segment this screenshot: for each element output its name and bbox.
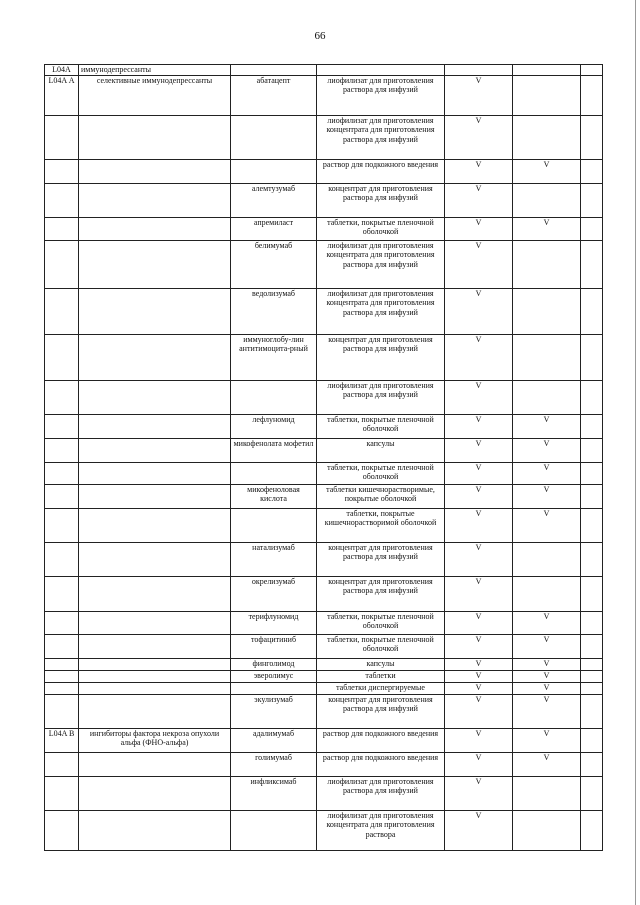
atc-code-cell [45, 508, 79, 542]
dosage-form-cell: таблетки, покрытые пленочной оболочкой [317, 634, 445, 658]
atc-code-cell [45, 484, 79, 508]
mark-col6-cell [513, 288, 581, 334]
atc-code-cell [45, 380, 79, 414]
mark-col5-cell: V [445, 414, 513, 438]
mark-col7-cell [581, 776, 603, 810]
mark-col6-cell: V [513, 682, 581, 694]
atc-code-cell [45, 183, 79, 217]
atc-code-cell: L04A В [45, 728, 79, 752]
mark-col5-cell: V [445, 438, 513, 462]
substance-cell: окрелизумаб [231, 576, 317, 611]
group-name-cell [79, 576, 231, 611]
mark-col6-cell [513, 240, 581, 288]
group-name-cell [79, 159, 231, 183]
mark-col6-cell: V [513, 217, 581, 240]
group-name-cell [79, 658, 231, 670]
dosage-form-cell: капсулы [317, 438, 445, 462]
group-name-cell [79, 752, 231, 776]
atc-code-cell [45, 414, 79, 438]
mark-col7-cell [581, 115, 603, 159]
table-row [45, 542, 603, 576]
mark-col5-cell: V [445, 75, 513, 115]
mark-col7-cell [581, 634, 603, 658]
table-row [45, 334, 603, 380]
mark-col6-cell [513, 542, 581, 576]
group-name-cell [79, 611, 231, 634]
page-number: 66 [314, 30, 326, 42]
substance-cell: микофеноловая кислота [231, 484, 317, 508]
mark-col7-cell [581, 810, 603, 850]
atc-code-cell [45, 810, 79, 850]
table-row [45, 810, 603, 850]
mark-col5-cell: V [445, 217, 513, 240]
mark-col5-cell: V [445, 334, 513, 380]
atc-code-cell [45, 462, 79, 484]
substance-cell: голимумаб [231, 752, 317, 776]
mark-col5-cell: V [445, 115, 513, 159]
mark-col7-cell [581, 438, 603, 462]
group-name-cell [79, 776, 231, 810]
atc-code-cell [45, 240, 79, 288]
atc-code-cell [45, 634, 79, 658]
atc-code-cell [45, 288, 79, 334]
dosage-form-cell: таблетки кишечнорастворимые, покрытые оболочкой [317, 484, 445, 508]
mark-col7-cell [581, 611, 603, 634]
substance-cell: экулизумаб [231, 694, 317, 728]
mark-col5-cell: V [445, 752, 513, 776]
mark-col7-cell [581, 75, 603, 115]
mark-col6-cell: V [513, 508, 581, 542]
dosage-form-cell: таблетки, покрытые пленочной оболочкой [317, 462, 445, 484]
dosage-form-cell: лиофилизат для приготовления концентрата для приготовления раствора для инфузий [317, 240, 445, 288]
table-row [45, 694, 603, 728]
mark-col6-cell [513, 65, 581, 76]
group-name-cell [79, 288, 231, 334]
table-row [45, 670, 603, 682]
mark-col7-cell [581, 414, 603, 438]
substance-cell: натализумаб [231, 542, 317, 576]
dosage-form-cell: лиофилизат для приготовления концентрата для приготовления раствора [317, 810, 445, 850]
substance-cell: инфликсимаб [231, 776, 317, 810]
mark-col6-cell: V [513, 462, 581, 484]
mark-col6-cell: V [513, 611, 581, 634]
table-row [45, 634, 603, 658]
mark-col7-cell [581, 658, 603, 670]
table-row [45, 776, 603, 810]
dosage-form-cell: капсулы [317, 658, 445, 670]
group-name-cell [79, 334, 231, 380]
dosage-form-cell: раствор для подкожного введения [317, 752, 445, 776]
atc-code-cell [45, 159, 79, 183]
mark-col7-cell [581, 288, 603, 334]
substance-cell: адалимумаб [231, 728, 317, 752]
group-name-cell [79, 508, 231, 542]
dosage-form-cell: таблетки, покрытые пленочной оболочкой [317, 611, 445, 634]
group-name-cell [79, 115, 231, 159]
mark-col5-cell: V [445, 576, 513, 611]
dosage-form-cell: лиофилизат для приготовления концентрата для приготовления раствора для инфузий [317, 288, 445, 334]
mark-col5-cell: V [445, 542, 513, 576]
dosage-form-cell: концентрат для приготовления раствора для инфузий [317, 542, 445, 576]
substance-cell [231, 682, 317, 694]
mark-col7-cell [581, 484, 603, 508]
mark-col7-cell [581, 334, 603, 380]
atc-code-cell [45, 682, 79, 694]
table-row [45, 65, 603, 76]
mark-col7-cell [581, 576, 603, 611]
dosage-form-cell: концентрат для приготовления раствора для инфузий [317, 334, 445, 380]
group-name-cell [79, 414, 231, 438]
mark-col6-cell [513, 776, 581, 810]
mark-col7-cell [581, 159, 603, 183]
dosage-form-cell: таблетки, покрытые пленочной оболочкой [317, 217, 445, 240]
table-row [45, 115, 603, 159]
atc-code-cell [45, 438, 79, 462]
group-name-cell [79, 484, 231, 508]
mark-col5-cell: V [445, 484, 513, 508]
dosage-form-cell [317, 65, 445, 76]
substance-cell: ведолизумаб [231, 288, 317, 334]
mark-col7-cell [581, 240, 603, 288]
atc-code-cell [45, 658, 79, 670]
atc-code-cell [45, 611, 79, 634]
dosage-form-cell: концентрат для приготовления раствора для инфузий [317, 183, 445, 217]
mark-col5-cell: V [445, 288, 513, 334]
atc-code-cell [45, 542, 79, 576]
table-row [45, 576, 603, 611]
mark-col5-cell: V [445, 634, 513, 658]
mark-col7-cell [581, 380, 603, 414]
substance-cell [231, 115, 317, 159]
atc-code-cell [45, 694, 79, 728]
mark-col5-cell: V [445, 183, 513, 217]
mark-col5-cell: V [445, 508, 513, 542]
substance-cell: апремиласт [231, 217, 317, 240]
dosage-form-cell: концентрат для приготовления раствора для инфузий [317, 694, 445, 728]
table-row [45, 658, 603, 670]
dosage-form-cell: таблетки, покрытые кишечнорастворимой оболочкой [317, 508, 445, 542]
substance-cell: финголимод [231, 658, 317, 670]
table-row [45, 484, 603, 508]
mark-col6-cell: V [513, 438, 581, 462]
dosage-form-cell: лиофилизат для приготовления раствора для инфузий [317, 75, 445, 115]
mark-col7-cell [581, 542, 603, 576]
substance-cell: алемтузумаб [231, 183, 317, 217]
mark-col6-cell [513, 183, 581, 217]
substance-cell: белимумаб [231, 240, 317, 288]
mark-col7-cell [581, 183, 603, 217]
atc-code-cell [45, 776, 79, 810]
mark-col6-cell: V [513, 728, 581, 752]
table-row [45, 75, 603, 115]
dosage-form-cell: концентрат для приготовления раствора для инфузий [317, 576, 445, 611]
drug-table [44, 64, 603, 851]
mark-col5-cell: V [445, 694, 513, 728]
mark-col6-cell: V [513, 694, 581, 728]
group-name-cell: иммунодепрессанты [79, 65, 231, 76]
group-name-cell [79, 217, 231, 240]
mark-col7-cell [581, 217, 603, 240]
scan-edge-line [635, 0, 636, 905]
dosage-form-cell: таблетки диспергируемые [317, 682, 445, 694]
mark-col6-cell [513, 75, 581, 115]
substance-cell [231, 810, 317, 850]
mark-col6-cell: V [513, 658, 581, 670]
mark-col5-cell: V [445, 728, 513, 752]
mark-col5-cell: V [445, 380, 513, 414]
mark-col6-cell [513, 334, 581, 380]
table-row [45, 217, 603, 240]
atc-code-cell [45, 334, 79, 380]
substance-cell: эверолимус [231, 670, 317, 682]
dosage-form-cell: раствор для подкожного введения [317, 728, 445, 752]
group-name-cell: ингибиторы фактора некроза опухоли альфа (ФНО-альфа) [79, 728, 231, 752]
atc-code-cell [45, 576, 79, 611]
mark-col7-cell [581, 65, 603, 76]
atc-code-cell [45, 217, 79, 240]
mark-col6-cell [513, 810, 581, 850]
mark-col5-cell [445, 65, 513, 76]
mark-col5-cell: V [445, 611, 513, 634]
mark-col5-cell: V [445, 776, 513, 810]
substance-cell: тофацитиниб [231, 634, 317, 658]
atc-code-cell [45, 115, 79, 159]
substance-cell: терифлуномид [231, 611, 317, 634]
table-row [45, 682, 603, 694]
group-name-cell [79, 810, 231, 850]
atc-code-cell [45, 670, 79, 682]
mark-col6-cell: V [513, 752, 581, 776]
mark-col5-cell: V [445, 462, 513, 484]
substance-cell: лефлуномид [231, 414, 317, 438]
dosage-form-cell: таблетки [317, 670, 445, 682]
substance-cell [231, 508, 317, 542]
mark-col7-cell [581, 670, 603, 682]
mark-col5-cell: V [445, 159, 513, 183]
dosage-form-cell: лиофилизат для приготовления концентрата для приготовления раствора для инфузий [317, 115, 445, 159]
atc-code-cell: L04A [45, 65, 79, 76]
atc-code-cell: L04A А [45, 75, 79, 115]
mark-col5-cell: V [445, 810, 513, 850]
substance-cell [231, 159, 317, 183]
mark-col6-cell: V [513, 159, 581, 183]
mark-col7-cell [581, 462, 603, 484]
mark-col6-cell: V [513, 634, 581, 658]
substance-cell: абатацепт [231, 75, 317, 115]
mark-col6-cell [513, 115, 581, 159]
group-name-cell [79, 438, 231, 462]
mark-col6-cell [513, 576, 581, 611]
table-row [45, 752, 603, 776]
atc-code-cell [45, 752, 79, 776]
table-row [45, 438, 603, 462]
substance-cell [231, 65, 317, 76]
dosage-form-cell: лиофилизат для приготовления раствора для инфузий [317, 380, 445, 414]
mark-col5-cell: V [445, 670, 513, 682]
substance-cell: микофенолата мофетил [231, 438, 317, 462]
mark-col7-cell [581, 694, 603, 728]
group-name-cell [79, 682, 231, 694]
group-name-cell [79, 240, 231, 288]
substance-cell [231, 462, 317, 484]
mark-col5-cell: V [445, 658, 513, 670]
table-row [45, 288, 603, 334]
mark-col7-cell [581, 728, 603, 752]
mark-col7-cell [581, 752, 603, 776]
group-name-cell [79, 694, 231, 728]
table-row [45, 380, 603, 414]
group-name-cell [79, 670, 231, 682]
group-name-cell: селективные иммунодепрессанты [79, 75, 231, 115]
table-row [45, 159, 603, 183]
mark-col6-cell: V [513, 484, 581, 508]
mark-col5-cell: V [445, 682, 513, 694]
substance-cell [231, 380, 317, 414]
table-row [45, 462, 603, 484]
table-row [45, 183, 603, 217]
mark-col6-cell: V [513, 670, 581, 682]
table-row [45, 508, 603, 542]
table-row [45, 240, 603, 288]
group-name-cell [79, 542, 231, 576]
mark-col6-cell: V [513, 414, 581, 438]
table-row [45, 728, 603, 752]
drug-table-body [45, 65, 603, 851]
group-name-cell [79, 183, 231, 217]
table-row [45, 611, 603, 634]
dosage-form-cell: раствор для подкожного введения [317, 159, 445, 183]
table-row [45, 414, 603, 438]
group-name-cell [79, 634, 231, 658]
substance-cell: иммуноглобу-лин антитимоцита-рный [231, 334, 317, 380]
dosage-form-cell: таблетки, покрытые пленочной оболочкой [317, 414, 445, 438]
group-name-cell [79, 462, 231, 484]
dosage-form-cell: лиофилизат для приготовления раствора для инфузий [317, 776, 445, 810]
mark-col7-cell [581, 682, 603, 694]
mark-col6-cell [513, 380, 581, 414]
mark-col7-cell [581, 508, 603, 542]
mark-col5-cell: V [445, 240, 513, 288]
group-name-cell [79, 380, 231, 414]
